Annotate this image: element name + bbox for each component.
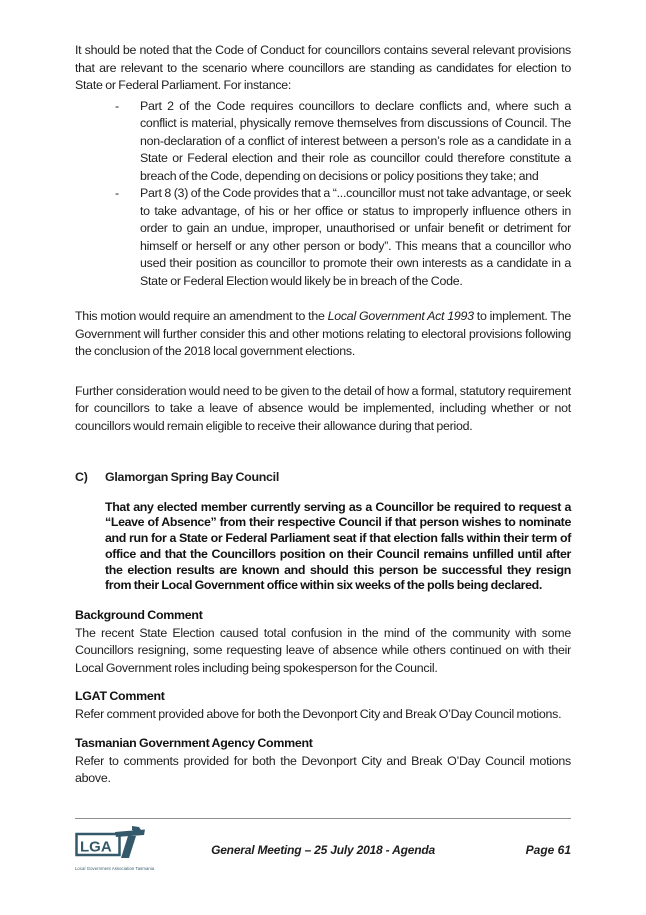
section-c-heading: [75, 469, 571, 487]
lgat-logo-icon: [75, 826, 147, 862]
amendment-text-post: to implement. The Government will further consider this and other motions relating to electoral provisions following the conclusion of the 2018 local government elections.: [75, 309, 571, 358]
list-item-text: Part 8 (3) of the Code provides that a “...councillor must not take advantage, or seek to take advantage, of his or her office or status to improperly influence others in order to gain an undue, improper, unauthorised or unfair benefit or detriment for himself or herself or any other person or body”. This means that a councillor who used their position as councillor to promote their own interests as a candidate in a State or Federal Election would likely be in breach of the Code.: [140, 186, 571, 288]
dash-bullet: -: [115, 186, 119, 200]
svg-text:LGA: LGA: [80, 838, 112, 856]
lgat-logo: [75, 826, 154, 871]
list-item: [75, 185, 571, 290]
footer-meeting-title: General Meeting – 25 July 2018 - Agenda: [211, 843, 435, 858]
motion-text: That any elected member currently serving as a Councillor be required to request a “Leave of Absence” from their respective Council if that person wishes to nominate and run for a State or Federal Parliament seat if that election falls within their term of office and that the Councillors position on their Council remains unfilled until after the election results are known and should this person be successful they resign from their Local Government office within six weeks of the polls being declared.: [105, 499, 571, 593]
lgat-logo-tagline: Local Government Association Tasmania: [75, 865, 155, 871]
lgat-comment-body: Refer comment provided above for both the Devonport City and Break O’Day Council motions.: [75, 706, 562, 721]
list-item: [75, 98, 571, 186]
code-provisions-list: [75, 98, 571, 291]
footer-logo-area: [75, 826, 211, 875]
background-comment-body: The recent State Election caused total confusion in the mind of the community with some Councillors resigning, some requesting leave of absence while others continued on with their Local Government roles including being spokesperson for the Council.: [75, 625, 571, 675]
lgat-comment-heading: LGAT Comment: [75, 689, 165, 704]
section-label: C): [75, 470, 88, 484]
tas-gov-comment-body: Refer to comments provided for both the Devonport City and Break O’Day Council motions above.: [75, 753, 571, 786]
dash-bullet: -: [115, 98, 119, 113]
section-title: Glamorgan Spring Bay Council: [105, 470, 280, 484]
footer-page-number: Page 61: [525, 843, 572, 858]
amendment-paragraph: [75, 308, 571, 361]
list-item-text: Part 2 of the Code requires councillors to declare conflicts and, where such a conflict is material, physically remove themselves from discussions of Council. The non-declaration of a conflict of interest between a person’s role as a candidate in a State or Federal election and their role as councillor could therefore constitute a breach of the Code, depending on decisions or policy positions they take; and: [140, 98, 571, 183]
page-footer: [75, 826, 571, 875]
footer-divider: [75, 818, 571, 819]
intro-paragraph: It should be noted that the Code of Conduct for councillors contains several relevant provisions that are relevant to the scenario where councillors are standing as candidates for election to State or Federal Parliament. For instance:: [75, 43, 571, 92]
further-consideration-paragraph: Further consideration would need to be given to the detail of how a formal, statutory requirement for councillors to take a leave of absence would be implemented, including whether or not councillors would remain eligible to receive their allowance during that period.: [75, 383, 571, 433]
tas-gov-comment-heading: Tasmanian Government Agency Comment: [75, 736, 313, 751]
amendment-text-pre: This motion would require an amendment to the: [75, 309, 328, 323]
background-comment-heading: Background Comment: [75, 608, 203, 623]
act-title: Local Government Act 1993: [327, 309, 474, 323]
